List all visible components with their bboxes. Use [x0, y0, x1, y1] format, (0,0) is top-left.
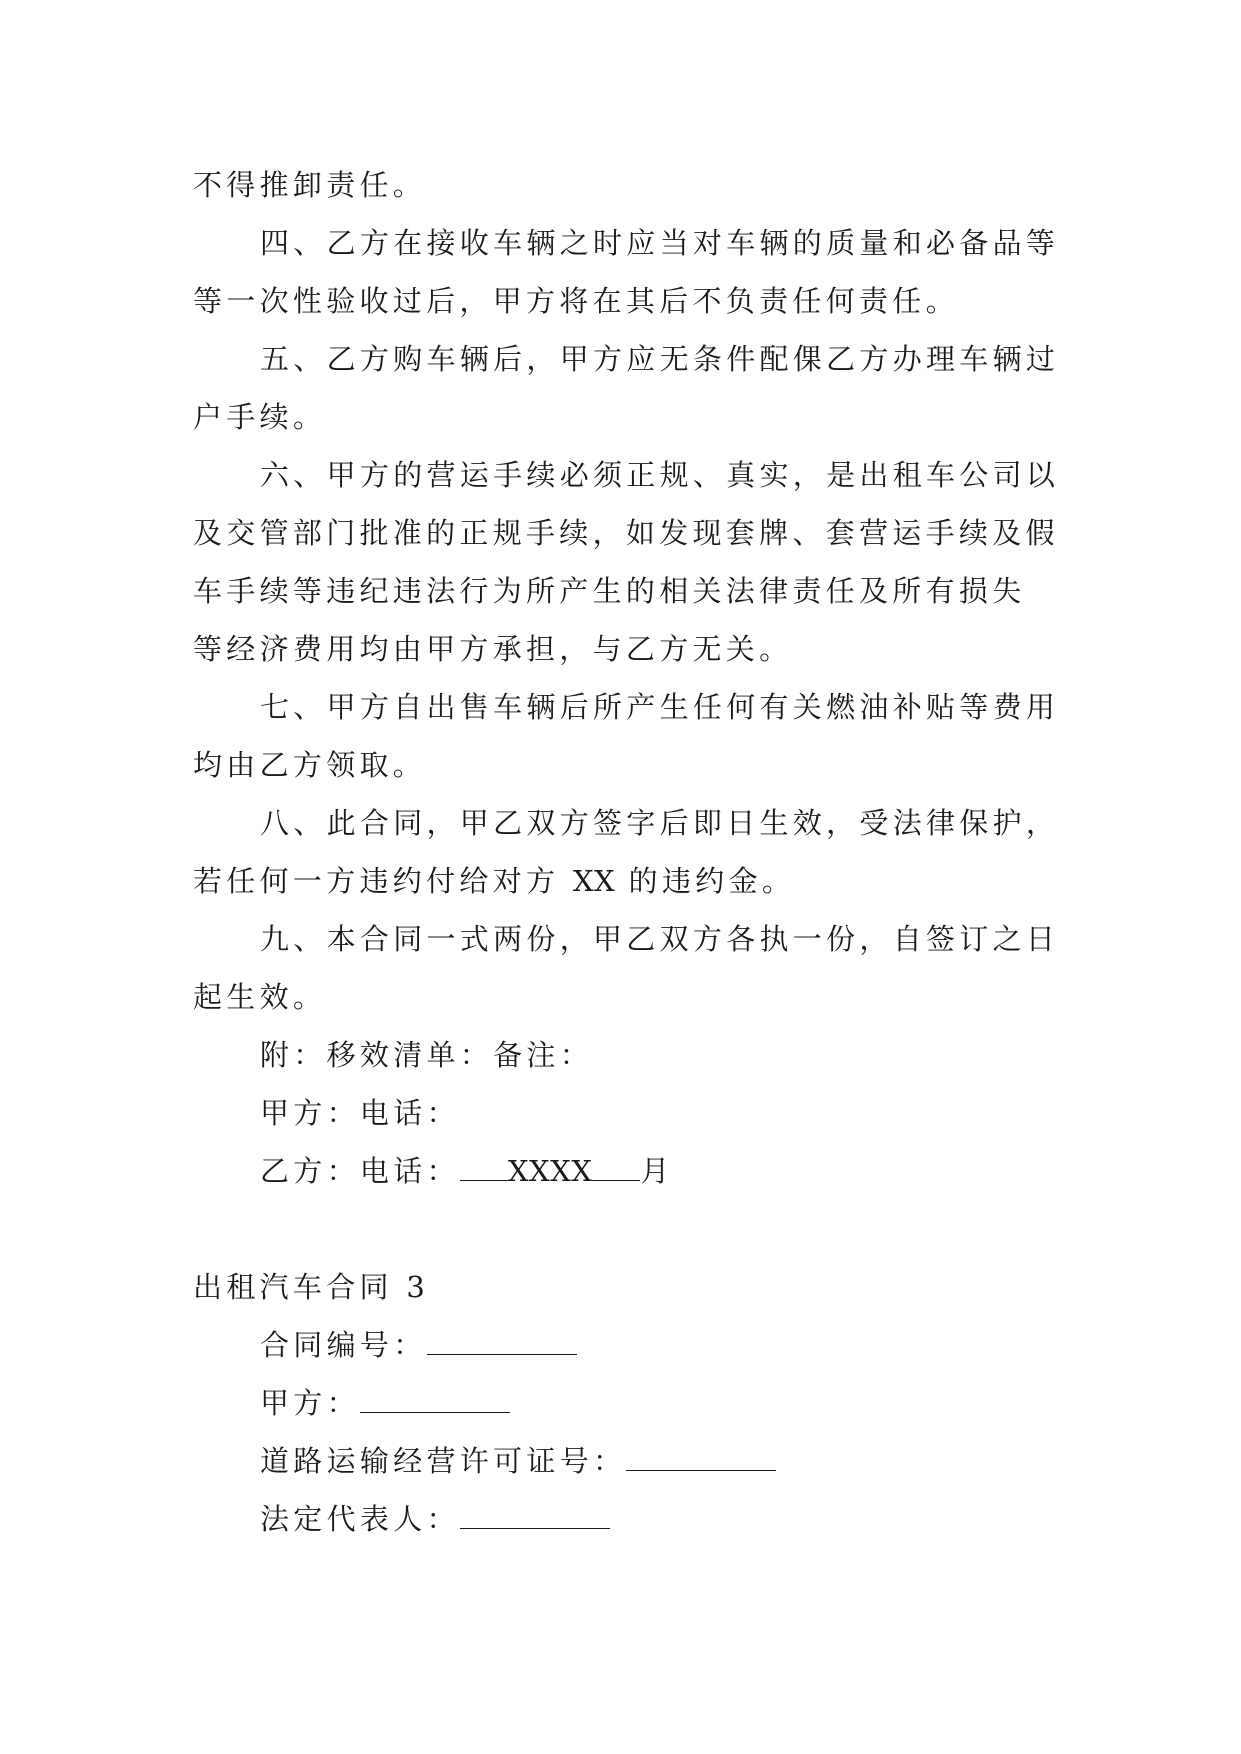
clause-9: [193, 910, 1063, 1026]
text-line: 七、甲方自出售车辆后所产生任何有关燃油补贴等费用: [260, 690, 1060, 724]
section-gap: [193, 1200, 1063, 1258]
date-placeholder: XXXX: [507, 1154, 593, 1188]
clause-8: [193, 794, 1063, 910]
text-segment: 的违约金。: [628, 864, 796, 898]
legal-rep-field: [193, 1490, 1063, 1548]
field-label: 合同编号：: [260, 1328, 427, 1362]
blank-underline: [460, 1506, 610, 1529]
text-line: [193, 1432, 1063, 1490]
text-line: 六、甲方的营运手续必须正规、真实，是出租车公司以: [260, 458, 1060, 492]
blank-underline: [360, 1390, 510, 1413]
text-segment: 若任何一方违约付给对方: [193, 864, 560, 898]
text-line: [193, 1142, 1063, 1200]
text-line: 附：移效清单：备注：: [260, 1038, 594, 1072]
text-line: 不得推卸责任。: [193, 168, 427, 202]
field-label: 甲方：: [260, 1386, 360, 1420]
party-b-signature: [193, 1142, 1063, 1200]
text-line: 九、本合同一式两份，甲乙双方各执一份，自签订之日: [260, 922, 1060, 956]
document-body: [193, 156, 1063, 1548]
text-line: 甲方：电话：: [260, 1096, 460, 1130]
blank-underline: [592, 1158, 640, 1181]
text-line: [193, 1490, 1063, 1548]
blank-underline: [427, 1332, 577, 1355]
text-line: 及交管部门批准的正规手续，如发现套牌、套营运手续及假: [193, 516, 1059, 550]
text-line: [193, 1374, 1063, 1432]
contract-number-field: [193, 1316, 1063, 1374]
permit-field: [193, 1432, 1063, 1490]
party-a-signature: [193, 1084, 1063, 1142]
paragraph-continuation: [193, 156, 1063, 214]
text-line: [193, 1316, 1063, 1374]
text-line: 八、此合同，甲乙双方签字后即日生效，受法律保护，: [260, 806, 1060, 840]
text-line: 车手续等违纪违法行为所产生的相关法律责任及所有损失: [193, 574, 1026, 608]
text-line: 均由乙方领取。: [193, 748, 427, 782]
text-line: 五、乙方购车辆后，甲方应无条件配倮乙方办理车辆过: [260, 342, 1060, 376]
section-title: [193, 1258, 1063, 1316]
text-line: 等一次性验收过后，甲方将在其后不负责任何责任。: [193, 284, 959, 318]
text-line: 户手续。: [193, 400, 327, 434]
field-label: 道路运输经营许可证号：: [260, 1444, 627, 1478]
text-line: 四、乙方在接收车辆之时应当对车辆的质量和必备品等: [260, 226, 1060, 260]
party-a-field: [193, 1374, 1063, 1432]
field-label: 法定代表人：: [260, 1502, 460, 1536]
blank-underline: [460, 1158, 508, 1181]
clause-5: [193, 330, 1063, 446]
text-line: 等经济费用均由甲方承担，与乙方无关。: [193, 632, 793, 666]
clause-7: [193, 678, 1063, 794]
text-line: 起生效。: [193, 980, 327, 1014]
penalty-amount: XX: [572, 864, 616, 898]
text-segment: 月: [640, 1154, 674, 1188]
clause-4: [193, 214, 1063, 330]
attachment-note: [193, 1026, 1063, 1084]
clause-6: [193, 446, 1063, 678]
text-segment: 乙方：电话：: [260, 1154, 460, 1188]
contract-3-title: 出租汽车合同 3: [193, 1270, 430, 1304]
text-line: [193, 852, 1063, 910]
blank-underline: [626, 1448, 776, 1471]
